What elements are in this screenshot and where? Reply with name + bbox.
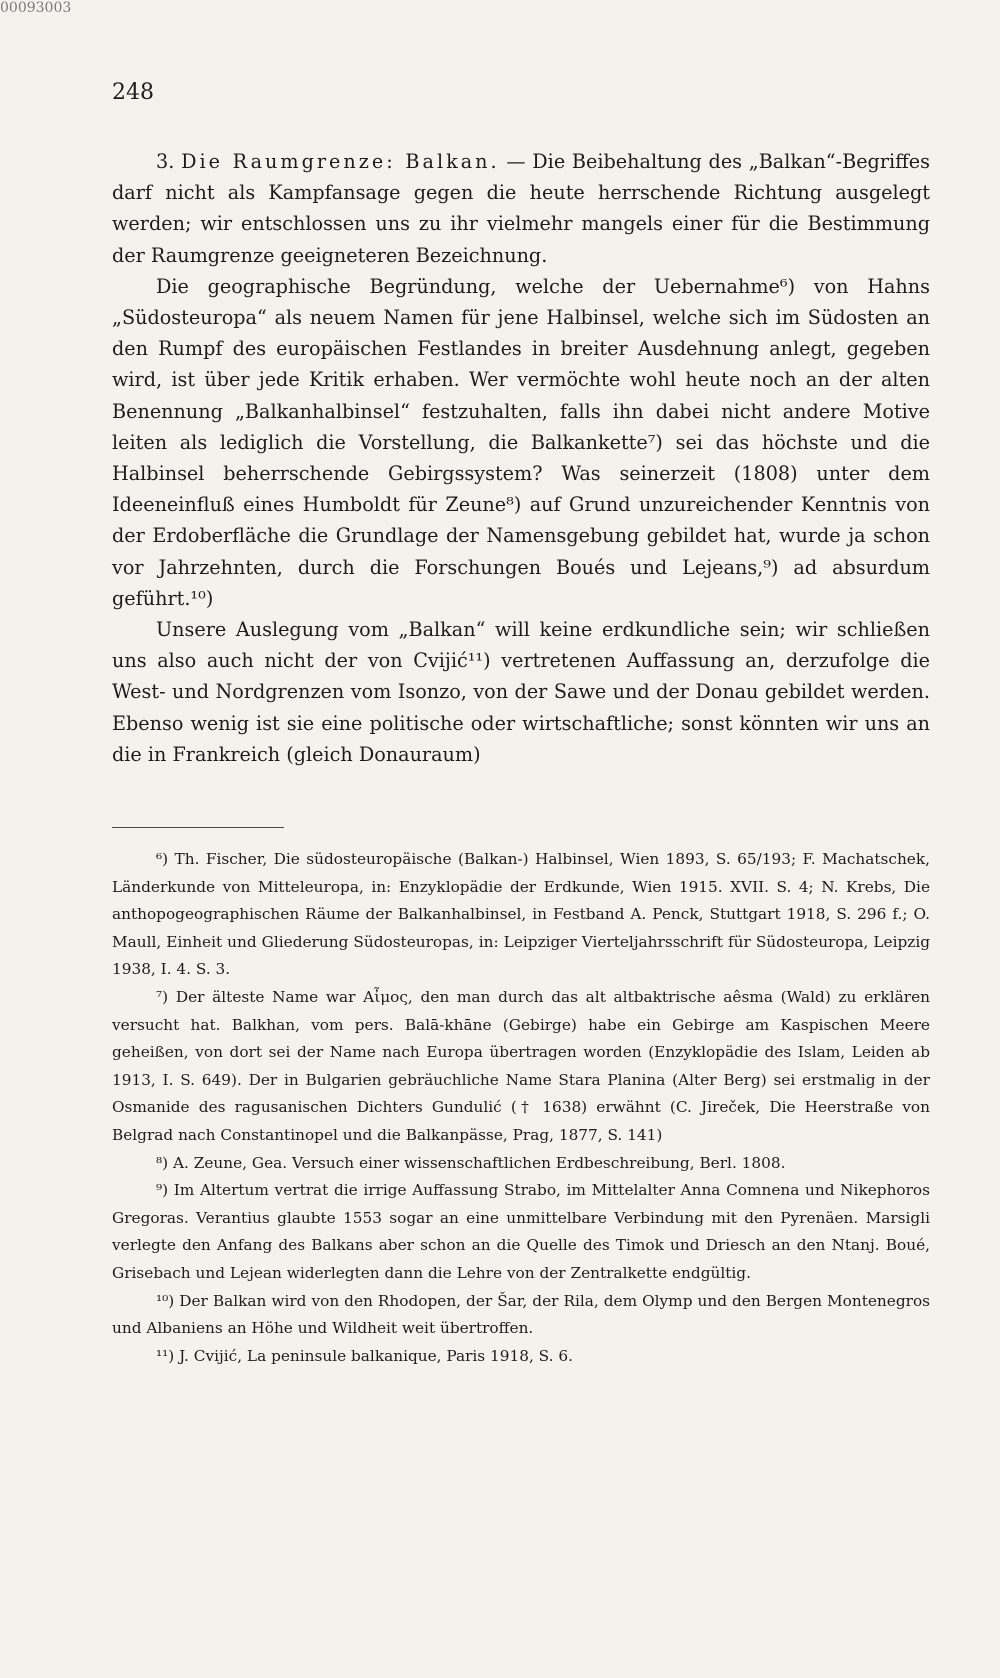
paragraph-interpretation: Unsere Auslegung vom „Balkan“ will keine erdkundliche sein; wir schließen uns also auch nicht der von Cvijić¹¹) vertretenen Auffassung an, derzufolge die West- und Nordgrenzen vom Isonzo, von der Sawe und der Donau gebildet werden. Ebenso wenig ist sie eine politische oder wirtschaftliche; sonst könnten wir uns an die in Frankreich (gleich Donauraum) [112,618,930,766]
footnote-7: ⁷) Der älteste Name war Αἶμος, den man durch das alt altbaktrische aêsma (Wald) zu erklären versucht hat. Balkhan, vom pers. Balā-khāne (Gebirge) habe ein Gebirge am Kaspischen Meere geheißen, von dort sei der Name nach Europa übertragen worden (Enzyklopädie des Islam, Leiden ab 1913, I. S. 649). Der in Bulgarien gebräuchliche Name Stara Planina (Alter Berg) sei erstmalig in der Osmanide des ragusanischen Dichters Gundulić († 1638) erwähnt (C. Jireček, Die Heerstraße von Belgrad nach Constantinopel und die Balkanpässe, Prag, 1877, S. 141) [112,987,930,1144]
section-title: Die Raumgrenze: Balkan. [181,150,500,173]
footnote-6: ⁶) Th. Fischer, Die südosteuropäische (Balkan-) Halbinsel, Wien 1893, S. 65/193; F. Machatschek, Länderkunde von Mitteleuropa, in: Enzyklopädie der Erdkunde, Wien 1915. XVII. S. 4; N. Krebs, Die anthopogeographischen Räume der Balkanhalbinsel, in Festband A. Penck, Stuttgart 1918, S. 296 f.; O. Maull, Einheit und Gliederung Südosteuropas, in: Leipziger Vierteljahrsschrift für Südosteuropa, Leipzig 1938, I. 4. S. 3. [112,850,930,979]
footnotes [112,846,930,1370]
footnote-10: ¹⁰) Der Balkan wird von den Rhodopen, der Šar, der Rila, dem Olymp und den Bergen Montenegros und Albaniens an Höhe und Wildheit weit übertroffen. [112,1291,930,1338]
paragraph-geographic: Die geographische Begründung, welche der Uebernahme⁶) von Hahns „Südosteuropa“ als neuem Namen für jene Halbinsel, welche sich im Südosten an den Rumpf des europäischen Festlandes in breiter Ausdehnung anlegt, gegeben wird, ist über jede Kritik erhaben. Wer vermöchte wohl heute noch an der alten Benennung „Balkanhalbinsel“ festzuhalten, falls ihn dabei nicht andere Motive leiten als lediglich die Vorstellung, die Balkankette⁷) sei das höchste und die Halbinsel beherrschende Gebirgssystem? Was seinerzeit (1808) unter dem Ideeneinfluß eines Humboldt für Zeune⁸) auf Grund unzureichender Kenntnis von der Erdoberfläche die Grundlage der Namensgebung gebildet hat, wurde ja schon vor Jahrzehnten, durch die Forschungen Boués und Lejeans,⁹) ad absurdum geführt.¹⁰) [112,274,930,610]
page-number: 248 [112,80,154,105]
footnote-8: ⁸) A. Zeune, Gea. Versuch einer wissenschaftlichen Erdbeschreibung, Berl. 1808. [156,1153,786,1172]
main-text [112,146,930,770]
section-lead: — Die Beibehaltung des „Balkan“-Begriffes darf nicht als Kampfansage gegen die heute herrschende Richtung ausgelegt werden; wir entschlossen uns zu ihr vielmehr mangels einer für die Bestimmung der Raumgrenze geeigneteren Bezeichnung. [112,150,930,267]
section-number: 3. [156,150,175,173]
section-paragraph [112,146,930,271]
footnote-9: ⁹) Im Altertum vertrat die irrige Auffassung Strabo, im Mittelalter Anna Comnena und Nikephoros Gregoras. Verantius glaubte 1553 sogar an eine unmittelbare Verbindung mit den Pyrenäen. Marsigli verlegte den Anfang des Balkans aber schon an die Quelle des Timok und Driesch an den Ntanj. Boué, Grisebach und Lejean widerlegten dann die Lehre von der Zentralkette endgültig. [112,1181,930,1282]
footnote-11: ¹¹) J. Cvijić, La peninsule balkanique, Paris 1918, S. 6. [156,1346,573,1365]
footnote-divider [112,827,284,828]
scan-corner-mark: 00093003 [0,0,72,16]
